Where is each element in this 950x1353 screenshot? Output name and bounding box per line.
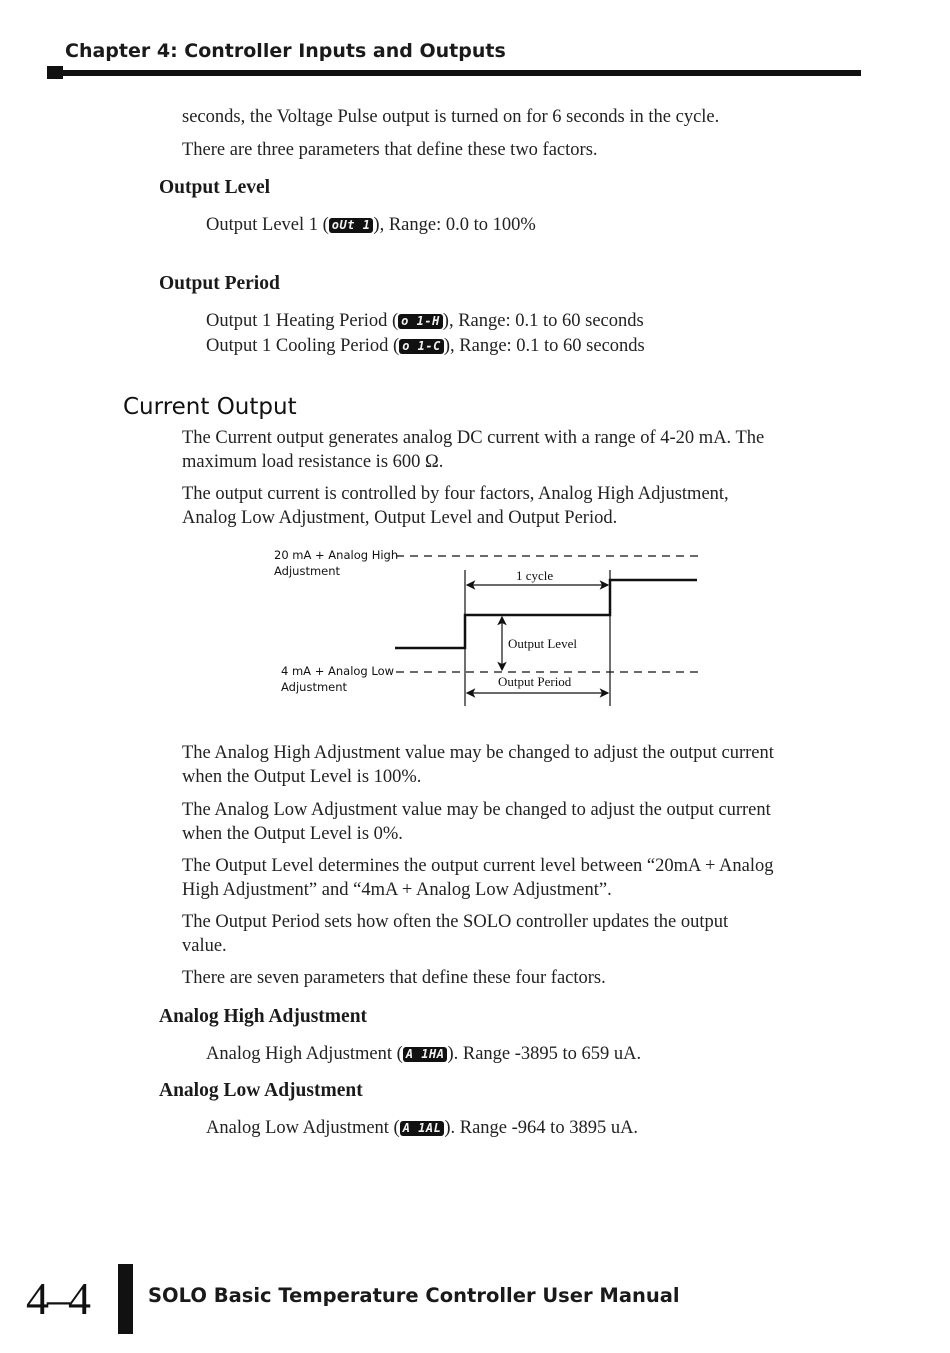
out1-lcd-code: oUt 1: [329, 218, 374, 233]
current-output-diagram: [270, 540, 710, 715]
current-output-p1-line2: maximum load resistance is 600 Ω.: [182, 452, 444, 472]
cooling-period-suffix: ), Range: 0.1 to 60 seconds: [443, 336, 645, 356]
high-level-label-2: Adjustment: [274, 564, 341, 578]
manual-title: SOLO Basic Temperature Controller User Manual: [148, 1284, 680, 1307]
header-rule: [47, 70, 861, 76]
current-output-heading: Current Output: [123, 394, 297, 420]
current-output-p2-line1: The output current is controlled by four factors, Analog High Adjustment,: [182, 484, 729, 504]
body-p4-line1: The Output Period sets how often the SOLO controller updates the output: [182, 912, 729, 932]
analog-high-line: [206, 1042, 641, 1066]
body-p2-line2: when the Output Level is 0%.: [182, 824, 403, 844]
diagram-svg: [270, 540, 710, 715]
body-p1-line2: when the Output Level is 100%.: [182, 767, 422, 787]
output-period-heading: Output Period: [159, 273, 280, 294]
heating-period-prefix: Output 1 Heating Period (: [206, 311, 399, 331]
output-level-label: Output Level: [508, 636, 577, 651]
body-p1-line1: The Analog High Adjustment value may be changed to adjust the output current: [182, 743, 774, 763]
cycle-label: 1 cycle: [516, 568, 554, 583]
current-output-p1-line1: The Current output generates analog DC current with a range of 4-20 mA. The: [182, 428, 765, 448]
cooling-period-line: [206, 334, 645, 358]
analog-high-suffix: ). Range -3895 to 659 uA.: [447, 1044, 642, 1064]
header-block: [47, 66, 63, 79]
body-p2-line1: The Analog Low Adjustment value may be changed to adjust the output current: [182, 800, 771, 820]
analog-low-suffix: ). Range -964 to 3895 uA.: [444, 1118, 639, 1138]
output-level-prefix: Output Level 1 (: [206, 215, 329, 235]
output-level-heading: Output Level: [159, 177, 271, 198]
intro-paragraph-1: seconds, the Voltage Pulse output is turned on for 6 seconds in the cycle.: [182, 107, 720, 127]
body-p5: There are seven parameters that define these four factors.: [182, 968, 606, 988]
cooling-period-prefix: Output 1 Cooling Period (: [206, 336, 400, 356]
output-period-label: Output Period: [498, 674, 572, 689]
intro-paragraph-2: There are three parameters that define these two factors.: [182, 140, 598, 160]
analog-low-heading: Analog Low Adjustment: [159, 1080, 363, 1101]
o1h-lcd-code: o 1-H: [398, 314, 443, 329]
heating-period-suffix: ), Range: 0.1 to 60 seconds: [442, 311, 644, 331]
o1c-lcd-code: o 1-C: [399, 339, 444, 354]
analog-low-line: [206, 1116, 638, 1140]
analog-high-prefix: Analog High Adjustment (: [206, 1044, 403, 1064]
page-number: 4–4: [26, 1273, 89, 1324]
high-level-label-1: 20 mA + Analog High: [274, 548, 399, 562]
output-level-suffix: ), Range: 0.0 to 100%: [373, 215, 536, 235]
low-level-label-1: 4 mA + Analog Low: [281, 664, 395, 678]
body-p3-line1: The Output Level determines the output current level between “20mA + Analog: [182, 856, 774, 876]
analog-low-prefix: Analog Low Adjustment (: [206, 1118, 400, 1138]
heating-period-line: [206, 309, 644, 333]
chapter-title: Chapter 4: Controller Inputs and Outputs: [65, 40, 506, 62]
body-p4-line2: value.: [182, 936, 227, 956]
analog-high-heading: Analog High Adjustment: [159, 1006, 368, 1027]
current-output-p2-line2: Analog Low Adjustment, Output Level and Output Period.: [182, 508, 618, 528]
body-p3-line2: High Adjustment” and “4mA + Analog Low Adjustment”.: [182, 880, 612, 900]
footer-bar: [118, 1264, 133, 1334]
output-level-line: [206, 213, 536, 237]
a1ha-lcd-code: A 1HA: [403, 1047, 448, 1062]
a1al-lcd-code: A 1AL: [400, 1121, 445, 1136]
low-level-label-2: Adjustment: [281, 680, 348, 694]
